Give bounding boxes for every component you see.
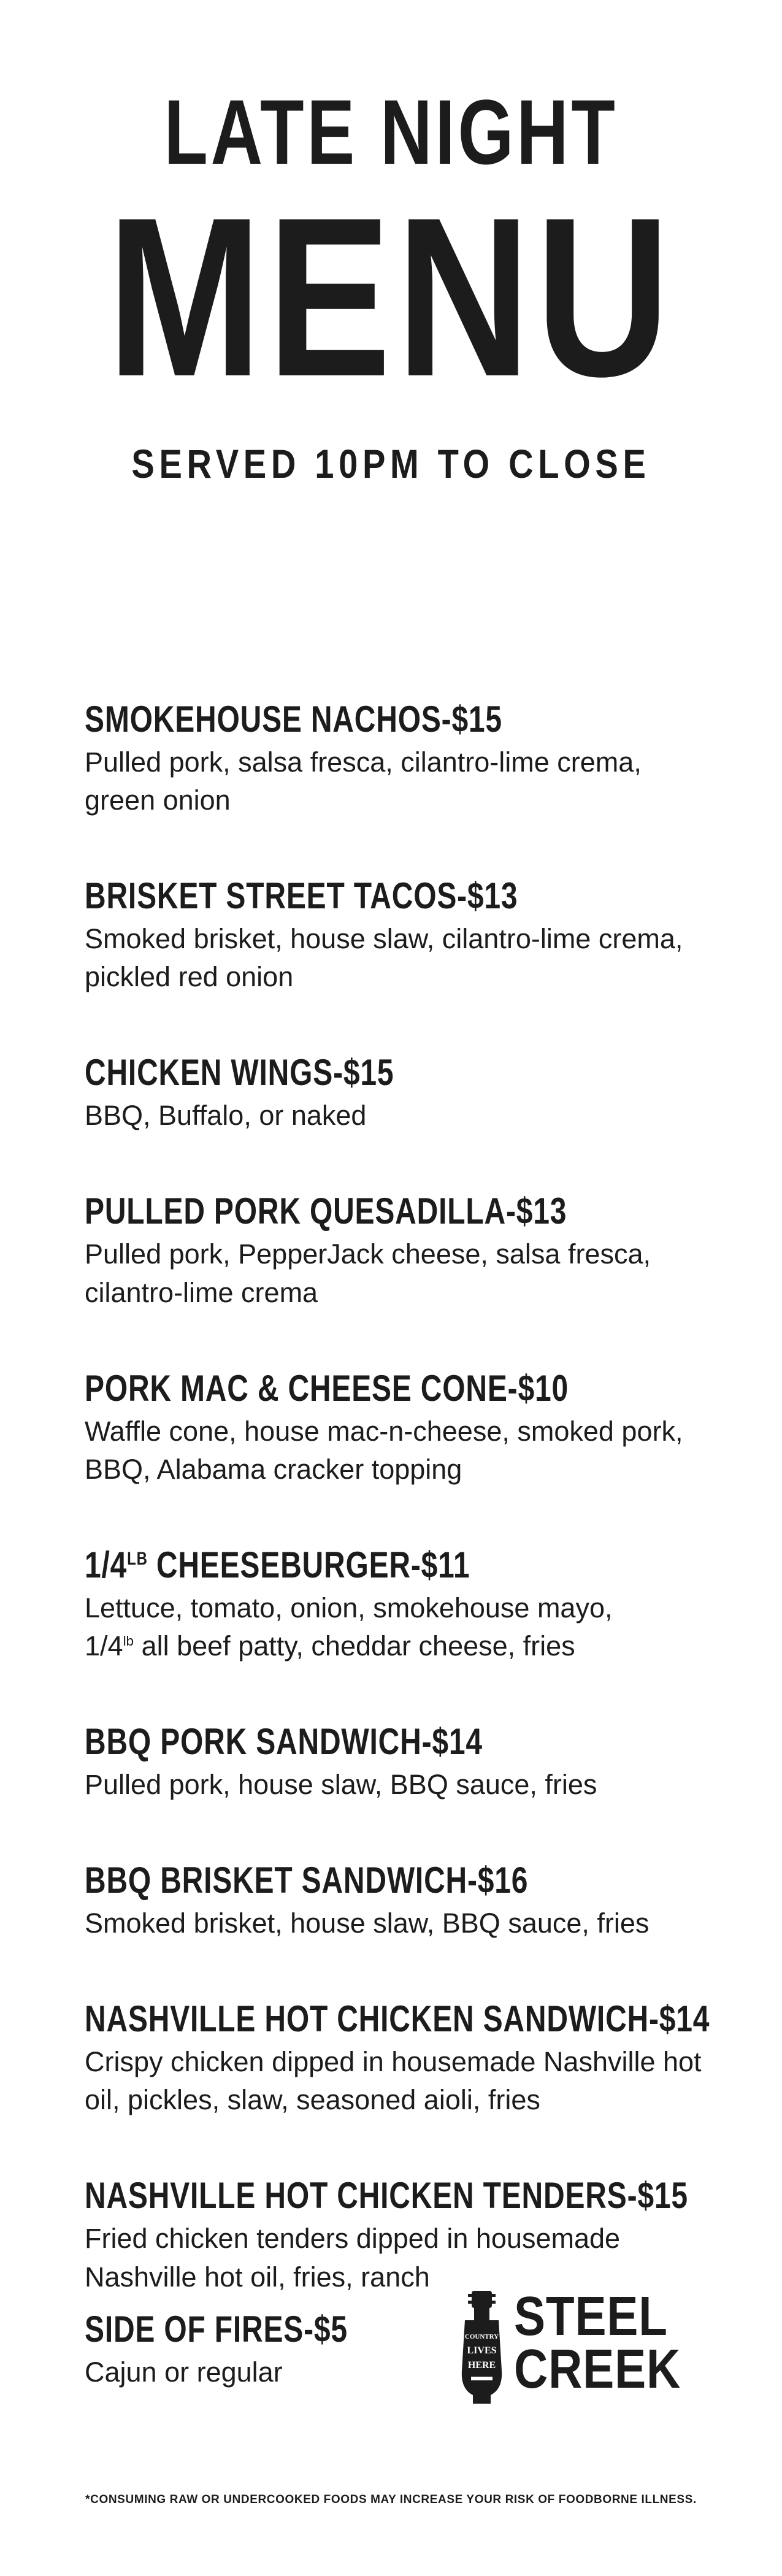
item-name-rest: CHEESEBURGER-$11 (147, 1544, 470, 1585)
item-description: Pulled pork, house slaw, BBQ sauce, fries (85, 1769, 597, 1801)
menu-item (85, 1191, 710, 1311)
item-description: Cajun or regular (85, 2356, 283, 2388)
guitar-text-country: COUNTRY (464, 2333, 499, 2340)
guitar-text-lives: LIVES (467, 2345, 497, 2356)
item-name: SMOKEHOUSE NACHOS-$15 (85, 699, 502, 740)
guitar-icon (453, 2291, 511, 2413)
item-description: Crispy chicken dipped in housemade Nashville hot oil, pickles, slaw, seasoned aioli, fries (85, 2046, 702, 2116)
item-description-line1: Lettuce, tomato, onion, smokehouse mayo, (85, 1592, 613, 1623)
menu-item (85, 1052, 710, 1135)
item-description: Fried chicken tenders dipped in housemade Nashville hot oil, fries, ranch (85, 2223, 621, 2293)
item-description-unit: lb (123, 1633, 134, 1649)
menu-item (85, 2175, 710, 2296)
item-name: NASHVILLE HOT CHICKEN TENDERS-$15 (85, 2175, 688, 2217)
item-name: CHICKEN WINGS-$15 (85, 1052, 394, 1094)
item-name: SIDE OF FIRES-$5 (85, 2309, 348, 2350)
logo-line-creek: CREEK (514, 2338, 681, 2400)
title-late-night: LATE NIGHT (164, 80, 618, 183)
logo-line-steel: STEEL (514, 2286, 668, 2347)
steel-creek-logo (453, 2286, 710, 2413)
item-name: BRISKET STREET TACOS-$13 (85, 875, 518, 917)
menu-item (85, 876, 710, 996)
item-name-fraction: 1/4 (85, 1544, 128, 1585)
menu-item (85, 1722, 710, 1804)
item-name: BBQ BRISKET SANDWICH-$16 (85, 1860, 529, 1901)
item-description: Smoked brisket, house slaw, BBQ sauce, fries (85, 1907, 650, 1939)
last-row (85, 2286, 710, 2432)
menu-item (85, 1545, 710, 1665)
menu-header (0, 80, 782, 487)
menu-item (85, 699, 710, 819)
item-description: Smoked brisket, house slaw, cilantro-lime crema, pickled red onion (85, 923, 683, 993)
served-hours: SERVED 10PM TO CLOSE (131, 441, 651, 486)
logo-wordmark (514, 2286, 681, 2400)
food-safety-disclaimer: *CONSUMING RAW OR UNDERCOOKED FOODS MAY INCREASE YOUR RISK OF FOODBORNE ILLNESS. (85, 2493, 697, 2506)
item-name: NASHVILLE HOT CHICKEN SANDWICH-$14 (85, 1998, 710, 2040)
menu-item (85, 1368, 710, 1489)
item-name-unit: LB (127, 1548, 148, 1569)
menu-item (85, 1860, 710, 1942)
item-description: Pulled pork, salsa fresca, cilantro-lime crema, green onion (85, 746, 642, 816)
item-description (85, 1589, 710, 1665)
item-name (85, 1545, 585, 1585)
menu-item (85, 1999, 710, 2119)
menu-items (85, 699, 710, 2353)
guitar-text-here: HERE (467, 2360, 496, 2371)
title-menu: MENU (107, 171, 675, 424)
item-description-rest: all beef patty, cheddar cheese, fries (134, 1630, 575, 1662)
item-name: PORK MAC & CHEESE CONE-$10 (85, 1367, 569, 1409)
item-description-fraction: 1/4 (85, 1630, 123, 1662)
item-description: Waffle cone, house mac-n-cheese, smoked pork, BBQ, Alabama cracker topping (85, 1415, 683, 1485)
item-name: BBQ PORK SANDWICH-$14 (85, 1721, 483, 1763)
item-description: BBQ, Buffalo, or naked (85, 1100, 367, 1132)
item-name: PULLED PORK QUESADILLA-$13 (85, 1190, 567, 1232)
item-description: Pulled pork, PepperJack cheese, salsa fresca, cilantro-lime crema (85, 1238, 651, 1308)
